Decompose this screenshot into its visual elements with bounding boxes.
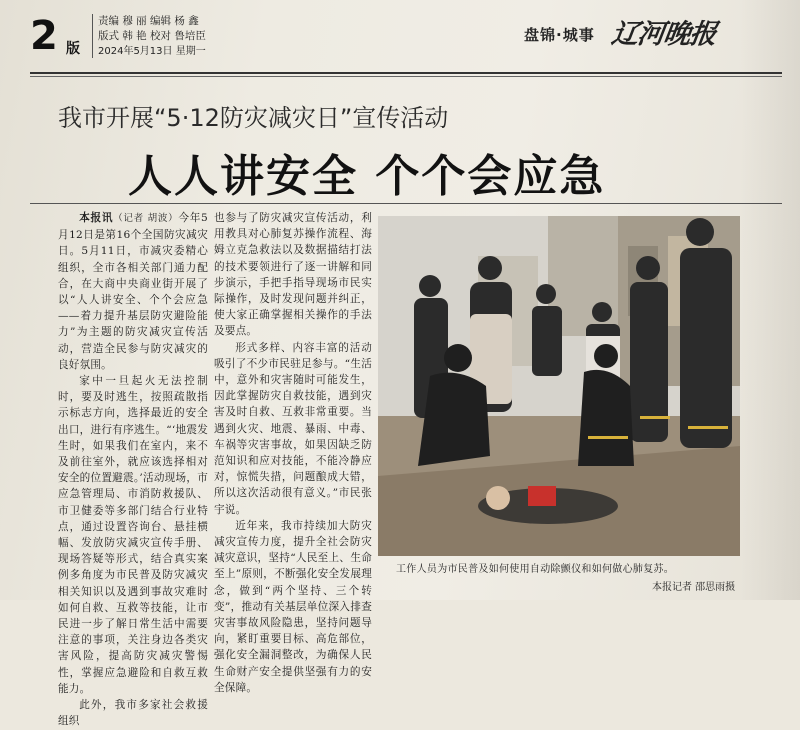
body-paragraph: 此外，我市多家社会救援组织 [58,699,208,728]
photo-credit: 本报记者 邵思雨摄 [652,582,736,593]
staff-line-layout: 版式 韩 艳 校对 鲁培臣 [98,30,206,42]
lead-paragraph [58,210,208,373]
body-paragraph: 形式多样、内容丰富的活动吸引了不少市民驻足参与。“生活中，意外和灾害随时可能发生，因此掌握防灾自救技能，遇到灾害及时自救、互救非常重要。当遇到火灾、地震、暴雨、中毒、车祸等灾害事故，如果因缺乏防范知识和应对技能，不能冷静应对，惊慌失措，问题酿成大错，所以这次活动很有意义。”市民张宇说。 [214,341,372,516]
page-number: 2 [30,13,58,59]
page-curl-shadow [740,0,800,600]
staff-credits [98,14,258,59]
photo-caption: 工作人员为市民普及如何使用自动除颤仪和如何做心肺复苏。 [396,564,675,575]
header-divider [92,14,93,58]
body-paragraph: 家中一旦起火无法控制时，要及时逃生，按照疏散指示标志方向，选择最近的安全出口，进行有序逃生。“‘地震发生时，如果我们在室内，来不及前往室外，就应该选择相对安全的位置避震。’活动现场，市应急管理局、市消防救援队、市卫健委等多部门结合行业特点，通过设置咨询台、悬挂横幅、发放防灾减灾宣传手册、现场答疑等形式，结合真实案例多角度为市民普及防灾减灾相关知识以及遇到事故灾难时如何自救、互救等技能，让市民进一步了解日常生活中需要注意的事项，关注身边各类灾害风险，提高防灾减灾警惕性，掌握应急避险和自救互救能力。 [58,375,208,695]
staff-line-editors: 责编 穆 丽 编辑 杨 鑫 [98,15,199,27]
issue-date: 2024年5月13日 星期一 [98,46,206,57]
article-subhead: 我市开展“5·12防灾减灾日”宣传活动 [58,104,449,132]
header-rule-thin [30,76,782,77]
article-column-2 [214,210,372,694]
lead-tag: 本报讯 [79,212,114,224]
article-column-1 [58,210,208,728]
body-paragraph: 也参与了防灾减灾宣传活动，利用教具对心肺复苏操作流程、海姆立克急救法以及数据描结打法的技术要领进行了逐一讲解和同步演示，手把手指导现场市民实际操作，及时发现问题并纠正，使大家正确掌握相关操作的手法及要点。 [214,212,372,338]
section-title: 盘锦·城事 [524,26,595,44]
page-number-suffix: 版 [66,41,80,57]
header-rule [30,72,782,74]
article-headline: 人人讲安全 个个会应急 [128,151,606,202]
newspaper-masthead: 辽河晚报 [609,19,718,50]
headline-rule [30,203,782,204]
body-paragraph: 近年来，我市持续加大防灾减灾宣传力度，提升全社会防灾减灾意识，坚持“人民至上、生命至上”原则，不断强化安全发展理念，做到“两个坚持、三个转变”，推动有关基层单位深入排查灾害事故风险隐患，坚持问题导向，紧盯重要目标、高危部位，强化安全漏洞整改，为确保人民生命财产安全提供坚强有力的安全保障。 [214,519,372,694]
photo-illustration [378,216,740,556]
byline: （记者 胡波） [113,213,179,224]
news-photo [378,216,740,556]
paragraph-text: 今年5月12日是第16个全国防灾减灾日。5月11日，市减灾委精心组织，全市各相关部门通力配合，在大商中央商业街开展了以“人人讲安全、个个会应急——着力提升基层防灾避险能力”为主题的防灾减灾宣传活动，营造全民参与防灾减灾的良好氛围。 [58,212,208,371]
